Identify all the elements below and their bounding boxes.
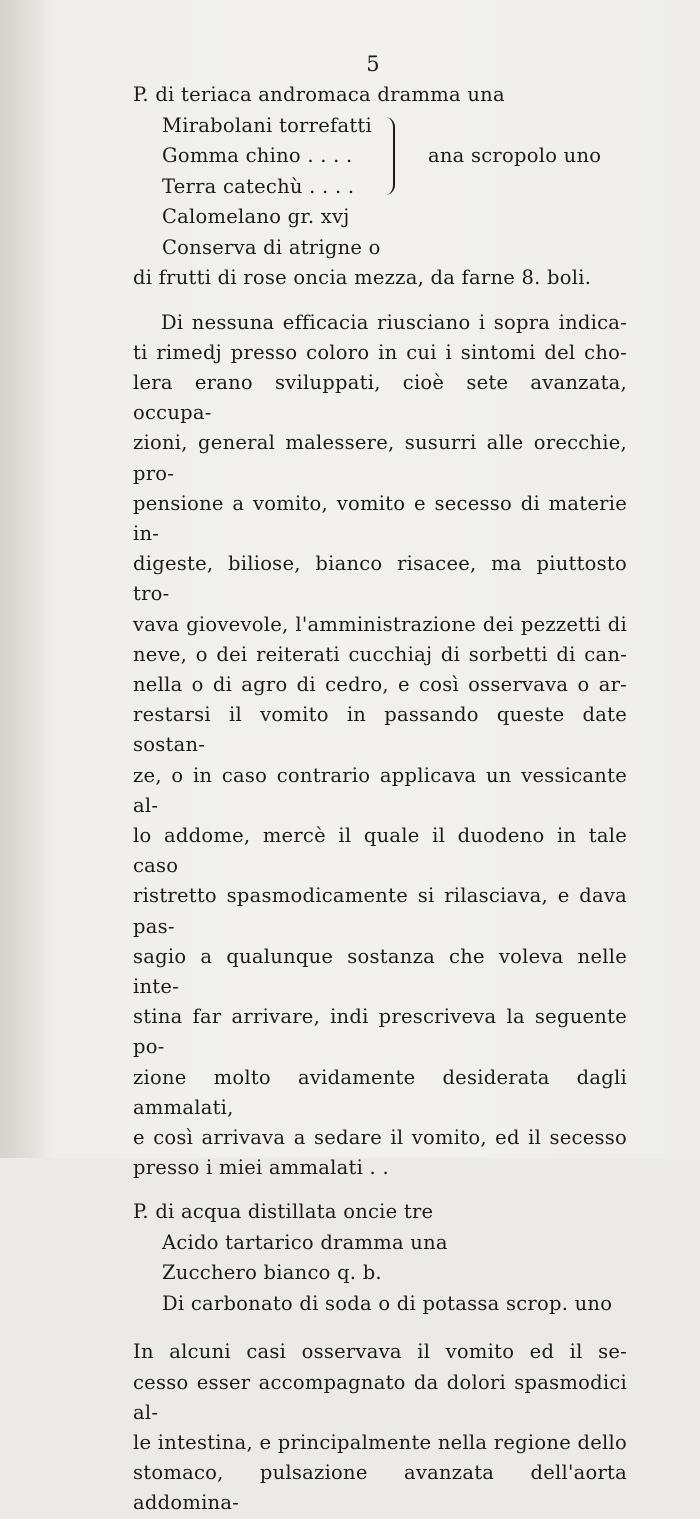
paragraph-line: In alcuni casi osservava il vomito ed il se-: [133, 1340, 627, 1364]
recipe-1: [133, 80, 627, 294]
recipe-1-brace-label: ana scropolo uno: [428, 144, 602, 167]
paragraph-line: sagio a qualunque sostanza che voleva nelle inte-: [133, 944, 627, 998]
paragraph-line: cesso esser accompagnato da dolori spasmodici al-: [133, 1370, 627, 1424]
recipe-1-line: Mirabolani torrefatti: [162, 113, 372, 137]
curly-brace: [385, 117, 395, 195]
paragraph-line: zione molto avidamente desiderata dagli ammalati,: [133, 1065, 627, 1119]
paragraph-line: presso i miei ammalati . .: [133, 1156, 389, 1180]
paragraph-line: ristretto spasmodicamente si rilasciava, e dava pas-: [133, 884, 627, 938]
paragraph-line: vava giovevole, l'amministrazione dei pezzetti di: [133, 612, 627, 636]
paragraph-line: stomaco, pulsazione avanzata dell'aorta addomina-: [133, 1461, 627, 1515]
paragraph-2: [133, 1337, 627, 1518]
paragraph-line: stina far arrivare, indi prescriveva la seguente po-: [133, 1005, 627, 1059]
paragraph-line: restarsi il vomito in passando queste date sostan-: [133, 703, 627, 757]
paragraph-line: ti rimedj presso coloro in cui i sintomi del cho-: [133, 340, 627, 364]
paragraph-line: ze, o in caso contrario applicava un vessicante al-: [133, 763, 627, 817]
recipe-2-line: Acido tartarico dramma una: [162, 1230, 448, 1254]
paragraph-line: digeste, biliose, bianco risacee, ma piuttosto tro-: [133, 552, 627, 606]
paragraph-line: le intestina, e principalmente nella regione dello: [133, 1431, 627, 1454]
recipe-2-line: Di carbonato di soda o di potassa scrop. uno: [162, 1291, 613, 1315]
recipe-1-line: Calomelano gr. xvj: [162, 205, 350, 228]
paragraph-line: zioni, general malessere, susurri alle orecchie, pro-: [133, 431, 627, 485]
recipe-1-line: di frutti di rose oncia mezza, da farne 8. boli.: [133, 266, 592, 289]
recipe-1-line: Terra catechù . . . .: [162, 174, 355, 198]
recipe-2: [133, 1197, 627, 1319]
recipe-1-line: Gomma chino . . . .: [162, 144, 353, 167]
page-number: 5: [366, 52, 380, 76]
paragraph-line: nella o di agro di cedro, e così osservava o ar-: [133, 672, 627, 696]
recipe-1-line: Conserva di atrigne o: [162, 235, 381, 259]
paragraph-line: neve, o dei reiterati cucchiaj di sorbetti di can-: [133, 642, 627, 666]
paragraph-line: lera erano sviluppati, cioè sete avanzata, occupa-: [133, 370, 627, 425]
page-text: [133, 52, 627, 1519]
recipe-1-braced-group: [133, 111, 627, 203]
recipe-2-line: P. di acqua distillata oncie tre: [133, 1200, 434, 1224]
recipe-1-line: P. di teriaca andromaca dramma una: [133, 83, 505, 106]
recipe-2-line: Zucchero bianco q. b.: [162, 1261, 382, 1285]
paragraph-1: [133, 308, 627, 1184]
paragraph-line: e così arrivava a sedare il vomito, ed il secesso: [133, 1125, 627, 1149]
paragraph-line: lo addome, mercè il quale il duodeno in tale caso: [133, 823, 627, 878]
paragraph-line: pensione a vomito, vomito e secesso di materie in-: [133, 491, 627, 545]
paragraph-line: Di nessuna efficacia riusciano i sopra indica-: [161, 310, 627, 334]
